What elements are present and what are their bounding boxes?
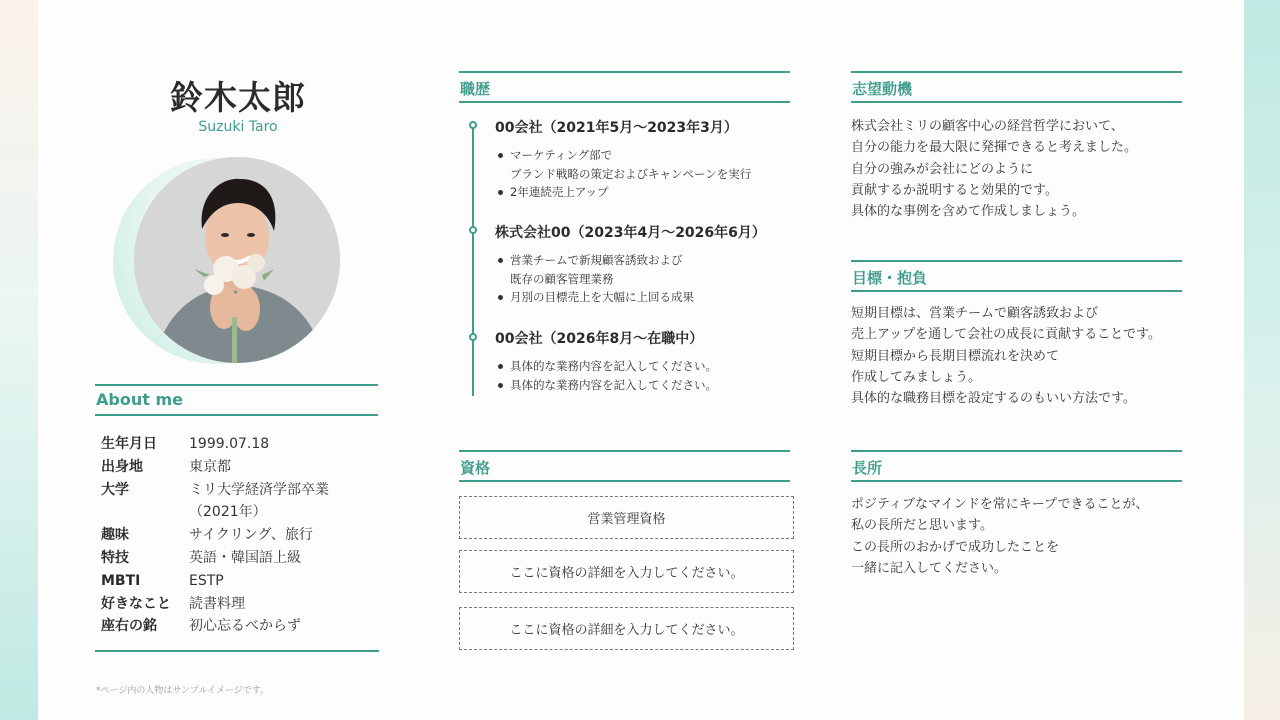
text-line: 短期目標から長期目標流れを決めて bbox=[851, 348, 1060, 364]
text-line: 作成してみましょう。 bbox=[851, 369, 982, 385]
about-key: 好きなこと bbox=[101, 595, 171, 612]
profile-name-jp: 鈴木太郎 bbox=[170, 78, 306, 117]
about-value: 英語・韓国語上級 bbox=[189, 549, 301, 566]
job-detail: 営業チームで新規顧客誘致および 既存の顧客管理業務 bbox=[495, 251, 795, 288]
motivation-title: 志望動機 bbox=[852, 80, 913, 98]
about-table bbox=[101, 433, 376, 638]
career-title: 職歴 bbox=[460, 80, 491, 98]
about-value: 初心忘るべからず bbox=[189, 618, 301, 635]
about-value: サイクリング、旅行 bbox=[189, 527, 313, 544]
qualification-box: ここに資格の詳細を入力してください。 bbox=[459, 550, 794, 593]
about-row bbox=[101, 570, 376, 593]
about-value: 読書料理 bbox=[189, 595, 245, 612]
page-background-left bbox=[0, 0, 38, 720]
text-line: 売上アップを通して会社の成長に貢献することです。 bbox=[851, 327, 1162, 343]
timeline-dot bbox=[469, 121, 477, 129]
job-detail: マーケティング部で ブランド戦略の策定およびキャンペーンを実行 bbox=[495, 146, 795, 183]
job-title: 00会社（2021年5月～2023年3月） bbox=[495, 120, 738, 136]
job-title: 00会社（2026年8月～在職中） bbox=[495, 331, 704, 347]
about-row bbox=[101, 615, 376, 638]
motivation-text bbox=[851, 116, 1191, 222]
profile-photo bbox=[134, 157, 340, 363]
text-line: 株式会社ミリの顧客中心の経営哲学において、 bbox=[851, 119, 1124, 134]
job-detail: 具体的な業務内容を記入してください。 bbox=[495, 376, 795, 395]
footnote: *ページ内の人物はサンプルイメージです。 bbox=[96, 686, 270, 696]
about-row bbox=[101, 547, 376, 570]
text-line: 私の長所だと思います。 bbox=[851, 518, 993, 534]
job-entry bbox=[495, 117, 795, 202]
goals-title: 目標・抱負 bbox=[852, 269, 928, 287]
text-line: 自分の能力を最大限に発揮できると考えました。 bbox=[851, 140, 1138, 156]
about-row bbox=[101, 593, 376, 616]
profile-name-en: Suzuki Taro bbox=[198, 119, 278, 135]
about-value: ミリ大学経済学部卒業 bbox=[189, 481, 329, 498]
text-line: 短期目標は、営業チームで顧客誘致および bbox=[851, 306, 1099, 321]
qualifications-title: 資格 bbox=[460, 459, 491, 477]
about-key: 座右の銘 bbox=[101, 618, 157, 635]
career-section-bar bbox=[459, 71, 790, 103]
portrait-illustration bbox=[134, 157, 340, 363]
about-value: ESTP bbox=[189, 572, 224, 589]
job-detail: 2年連続売上アップ bbox=[495, 183, 795, 202]
qualification-box: 営業管理資格 bbox=[459, 496, 794, 539]
about-key: 特技 bbox=[101, 549, 129, 566]
about-row bbox=[101, 456, 376, 479]
about-row bbox=[101, 524, 376, 547]
about-value-cont: （2021年） bbox=[189, 504, 267, 521]
job-details bbox=[495, 146, 795, 202]
goals-text bbox=[851, 303, 1191, 409]
text-line: この長所のおかげで成功したことを bbox=[851, 539, 1060, 555]
text-line: ポジティブなマインドを常にキープできることが、 bbox=[851, 497, 1149, 512]
about-bottom-divider bbox=[95, 650, 379, 652]
job-detail: 月別の目標売上を大幅に上回る成果 bbox=[495, 288, 795, 307]
text-line: 一緒に記入してください。 bbox=[851, 560, 1008, 576]
about-key: 出身地 bbox=[101, 458, 143, 475]
about-row bbox=[101, 479, 376, 525]
about-value: 1999.07.18 bbox=[189, 436, 270, 452]
about-value-multiline bbox=[189, 479, 376, 525]
timeline-line bbox=[472, 124, 474, 396]
text-line: 具体的な職務目標を設定するのもいい方法です。 bbox=[851, 391, 1136, 407]
timeline-dot bbox=[469, 226, 477, 234]
about-key: 趣味 bbox=[101, 527, 129, 544]
about-key: MBTI bbox=[101, 572, 141, 589]
job-details bbox=[495, 357, 795, 394]
page-background-right bbox=[1244, 0, 1280, 720]
job-entry bbox=[495, 222, 795, 307]
text-line: 具体的な事例を含めて作成しましょう。 bbox=[851, 204, 1086, 220]
strengths-text bbox=[851, 494, 1191, 579]
job-detail: 具体的な業務内容を記入してください。 bbox=[495, 357, 795, 376]
strengths-title: 長所 bbox=[852, 459, 883, 477]
strengths-section-bar bbox=[851, 450, 1182, 482]
qualifications-section-bar bbox=[459, 450, 790, 482]
about-row bbox=[101, 433, 376, 456]
about-value: 東京都 bbox=[189, 458, 231, 475]
text-line: 貢献するか説明すると効果的です。 bbox=[851, 182, 1058, 198]
job-entry bbox=[495, 328, 795, 394]
job-details bbox=[495, 251, 795, 307]
timeline-dot bbox=[469, 333, 477, 341]
qualification-box: ここに資格の詳細を入力してください。 bbox=[459, 607, 794, 650]
about-key: 大学 bbox=[101, 481, 129, 498]
job-title: 株式会社00（2023年4月～2026年6月） bbox=[495, 225, 766, 241]
about-key: 生年月日 bbox=[101, 436, 157, 452]
text-line: 自分の強みが会社にどのように bbox=[851, 161, 1034, 177]
about-title: About me bbox=[96, 390, 183, 409]
